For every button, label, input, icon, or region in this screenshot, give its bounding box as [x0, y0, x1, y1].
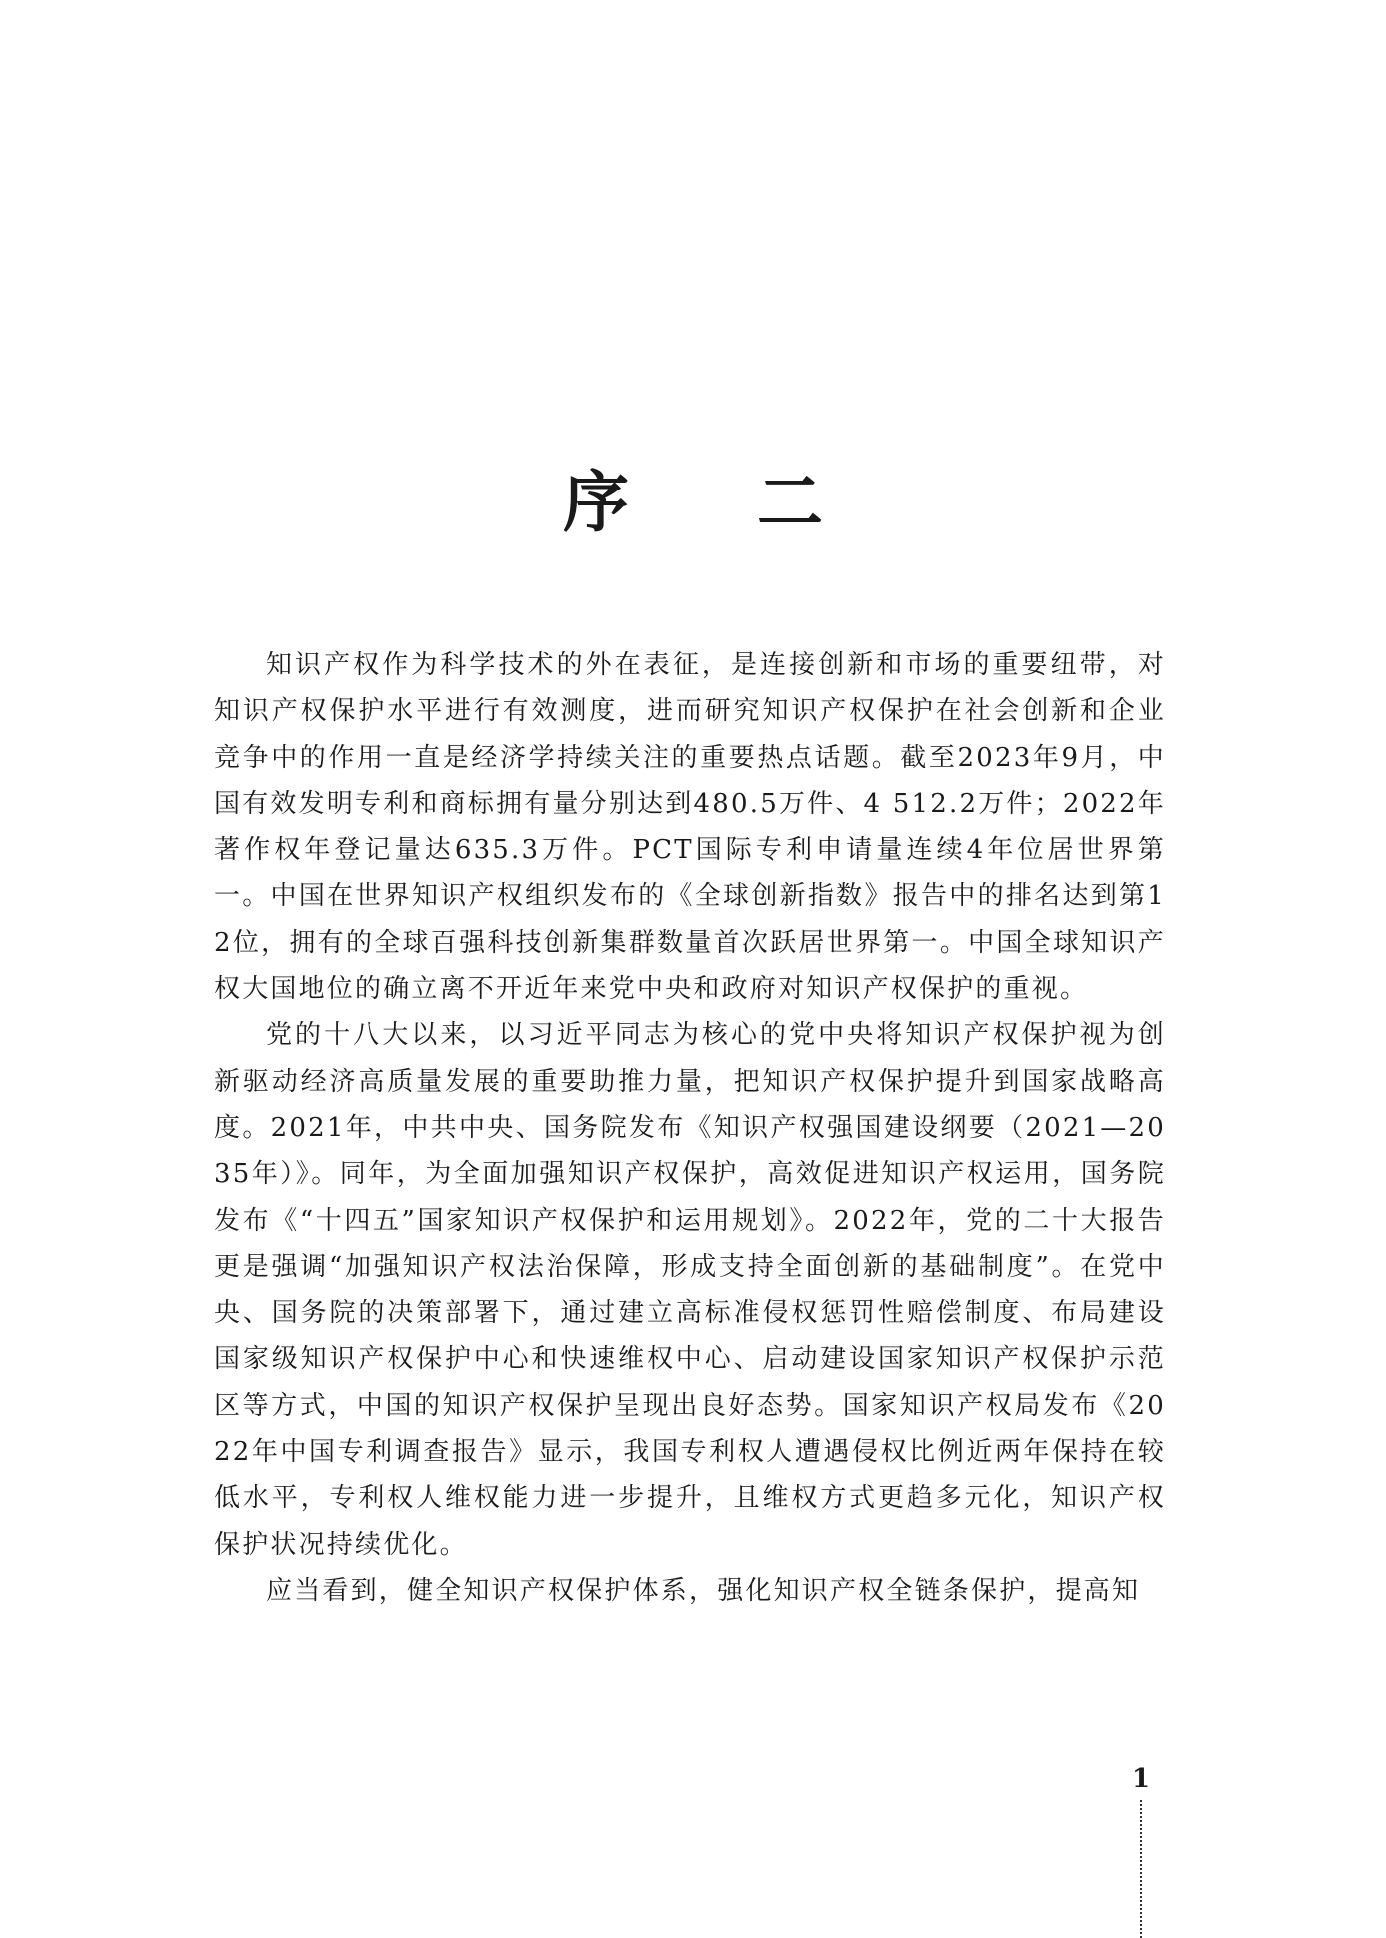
margin-dotted-rule	[1140, 1800, 1142, 1938]
chapter-title-second: 二	[757, 463, 823, 542]
paragraph-1: 知识产权作为科学技术的外在表征，是连接创新和市场的重要纽带，对知识产权保护水平进行有效测度，进而研究知识产权保护在社会创新和企业竞争中的作用一直是经济学持续关注的重要热点话题。截至2023年9月，中国有效发明专利和商标拥有量分别达到480.5万件、4 512.2万件；2022年著作权年登记量达635.3万件。PCT国际专利申请量连续4年位居世界第一。中国在世界知识产权组织发布的《全球创新指数》报告中的排名达到第12位，拥有的全球百强科技创新集群数量首次跃居世界第一。中国全球知识产权大国地位的确立离不开近年来党中央和政府对知识产权保护的重视。	[214, 650, 1166, 1005]
chapter-title	[0, 462, 1386, 542]
paragraph-2: 党的十八大以来，以习近平同志为核心的党中央将知识产权保护视为创新驱动经济高质量发展的重要助推力量，把知识产权保护提升到国家战略高度。2021年，中共中央、国务院发布《知识产权强国建设纲要（2021—2035年）》。同年，为全面加强知识产权保护，高效促进知识产权运用，国务院发布《“十四五”国家知识产权保护和运用规划》。2022年，党的二十大报告更是强调“加强知识产权法治保障，形成支持全面创新的基础制度”。在党中央、国务院的决策部署下，通过建立高标准侵权惩罚性赔偿制度、布局建设国家级知识产权保护中心和快速维权中心、启动建设国家知识产权保护示范区等方式，中国的知识产权保护呈现出良好态势。国家知识产权局发布《2022年中国专利调查报告》显示，我国专利权人遭遇侵权比例近两年保持在较低水平，专利权人维权能力进一步提升，且维权方式更趋多元化，知识产权保护状况持续优化。	[214, 1020, 1166, 1560]
chapter-title-first: 序	[563, 463, 629, 542]
page-number: 1	[1131, 1764, 1151, 1794]
body-text	[214, 642, 1166, 1614]
paragraph-3: 应当看到，健全知识产权保护体系，强化知识产权全链条保护，提高知	[266, 1575, 1141, 1606]
